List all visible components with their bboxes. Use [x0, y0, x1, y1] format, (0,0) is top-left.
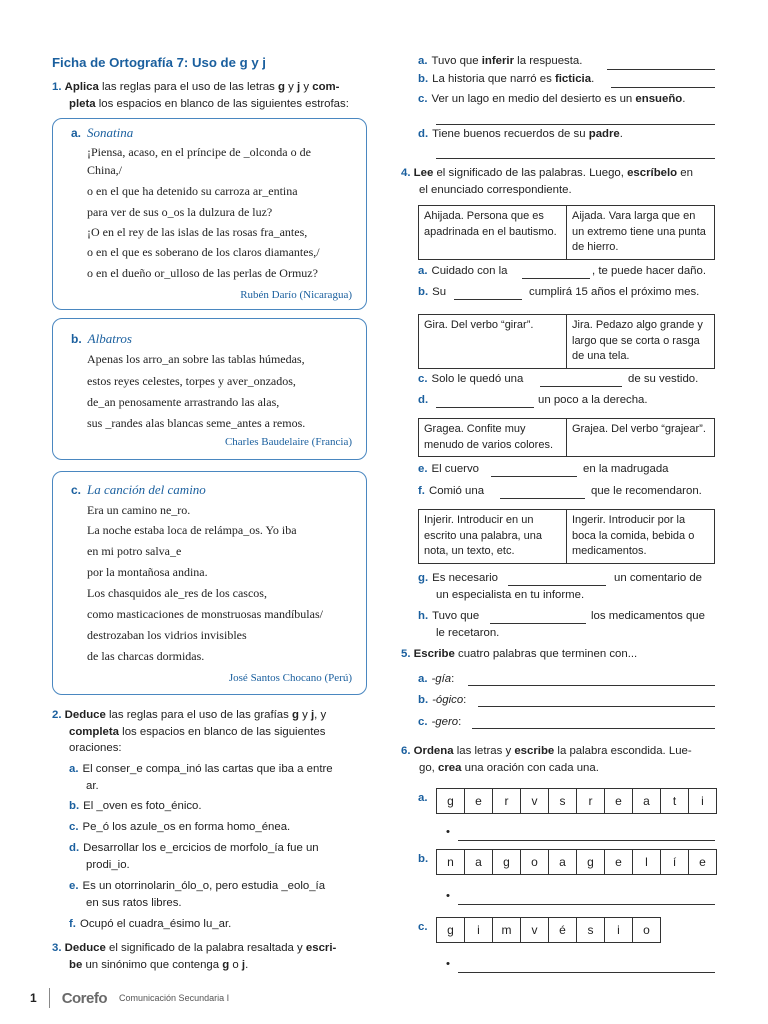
sheet-title: Ficha de Ortografía 7: Uso de g y j — [52, 55, 266, 70]
list-item: b. El _oven es foto_énico. — [69, 800, 202, 812]
letter-box: g — [577, 849, 605, 875]
poem-line: destrozaban los vidrios invisibles — [87, 628, 247, 642]
poem-author: José Santos Chocano (Perú) — [228, 672, 352, 684]
letter-box: e — [605, 849, 633, 875]
answer-blank[interactable] — [436, 112, 715, 125]
poem-line: como masticaciones de monstruosas mandíbulas/ — [87, 607, 323, 621]
list-item: a. Cuidado con la — [418, 265, 508, 277]
letter-box: s — [577, 917, 605, 943]
letter-box: e — [605, 788, 633, 814]
letter-box: i — [465, 917, 493, 943]
letter-box: e — [465, 788, 493, 814]
bullet: • — [446, 958, 450, 970]
list-item: d. — [418, 394, 429, 406]
letter-box: é — [549, 917, 577, 943]
poem-line: por la montañosa andina. — [87, 565, 208, 579]
letter-box: e — [689, 849, 717, 875]
letter-box: v — [521, 788, 549, 814]
letter-box: í — [661, 849, 689, 875]
footer-divider — [49, 988, 50, 1008]
answer-blank[interactable] — [490, 611, 586, 624]
answer-blank[interactable] — [458, 892, 715, 905]
question-3: 3. Deduce el significado de la palabra resaltada y escri- be un sinónimo que contenga g o j. — [52, 942, 337, 971]
definition-cell: Grajea. Del verbo “grajear”. — [567, 419, 715, 457]
question-6: 6. Ordena las letras y escribe la palabra escondida. Lue- go, crea una oración con cada una. — [401, 745, 692, 774]
poem-line: para ver de sus o_os la dulzura de luz? — [87, 205, 273, 219]
letter-box: v — [521, 917, 549, 943]
poem-line: La noche estaba loca de relámpa_os. Yo iba — [87, 523, 297, 537]
poem-title: Sonatina — [87, 125, 134, 140]
list-item: g. Es necesario — [418, 572, 498, 584]
list-item: h. Tuvo que — [418, 610, 480, 622]
list-item: e. El cuervo — [418, 463, 479, 475]
letter-box: a — [633, 788, 661, 814]
list-item: b. La historia que narró es ficticia. — [418, 73, 595, 85]
poem-author: Charles Baudelaire (Francia) — [224, 436, 352, 448]
letter-box: r — [577, 788, 605, 814]
list-item: f. Ocupó el cuadra_ésimo lu_ar. — [69, 918, 232, 930]
answer-blank[interactable] — [458, 960, 715, 973]
poem-box-cancion-del-camino: c. La canción del camino Era un camino ne_ro. La noche estaba loca de relámpa_os. Yo iba en mi potro salva_e por la montañosa andina. Los chasquidos ale_res de los cascos, como masticaciones de monstruosas mandíbulas/ destrozaban los vidrios invisibles de las charcas dormidas. José Santos Chocano (Perú) — [52, 471, 367, 695]
definition-cell: Jira. Pedazo algo grande y largo que se corta o rasga de una tela. — [567, 315, 715, 369]
letter-boxes — [436, 917, 661, 943]
poem-line: Apenas los arro_an sobre las tablas húmedas, — [87, 352, 305, 366]
definition-cell: Gira. Del verbo “girar”. — [419, 315, 567, 369]
row-letter: a. — [418, 792, 428, 804]
poem-title: La canción del camino — [87, 482, 206, 497]
question-number: 2. — [52, 709, 62, 721]
poem-box-albatros: b. Albatros Apenas los arro_an sobre las tablas húmedas, estos reyes celestes, torpes y aver_onzados, de_an penosamente arrastrando las alas, sus _randes alas blancas seme_antes a remos. Charles Baudelaire (Francia) — [52, 318, 367, 460]
answer-blank[interactable] — [458, 828, 715, 841]
row-letter: b. — [418, 853, 429, 865]
question-1: 1. Aplica las reglas para el uso de las letras g y j y com- pleta los espacios en blanco de las siguientes estrofas: — [52, 81, 349, 110]
letter-box: o — [521, 849, 549, 875]
letter-box: g — [436, 788, 465, 814]
question-2: 2. Deduce las reglas para el uso de las grafías g y j, y completa los espacios en blanco de las siguientes oraciones: — [52, 709, 327, 754]
poem-author: Rubén Darío (Nicaragua) — [240, 289, 352, 301]
letter-box: n — [436, 849, 465, 875]
list-item: c. Solo le quedó una — [418, 373, 524, 385]
letter-box: r — [493, 788, 521, 814]
answer-blank[interactable] — [454, 287, 522, 300]
poem-title: Albatros — [87, 331, 132, 346]
question-number: 6. — [401, 745, 411, 757]
question-5: 5. Escribe cuatro palabras que terminen con... — [401, 648, 638, 660]
letter-box: s — [549, 788, 577, 814]
definition-cell: Ingerir. Introducir por la boca la comida, bebida o medicamentos. — [567, 510, 715, 564]
poem-line: estos reyes celestes, torpes y aver_onzados, — [87, 374, 296, 388]
footer-subtitle: Comunicación Secundaria I — [119, 993, 230, 1003]
poem-line: ¡O en el rey de las islas de las rosas fra_antes, — [87, 225, 308, 239]
bullet: • — [446, 890, 450, 902]
list-item: c. Ver un lago en medio del desierto es un ensueño. — [418, 93, 686, 105]
answer-blank[interactable] — [540, 374, 622, 387]
list-item: b. -ógico: — [418, 694, 467, 706]
letter-box: i — [605, 917, 633, 943]
definition-cell: Aijada. Vara larga que en un extremo tiene una punta de hierro. — [567, 206, 715, 260]
answer-blank[interactable] — [611, 75, 715, 88]
letter-boxes — [436, 788, 717, 814]
question-number: 4. — [401, 167, 411, 179]
question-number: 1. — [52, 81, 62, 93]
poem-line: o en el que ha detenido su carroza ar_entina — [87, 184, 298, 198]
letter-box: a — [465, 849, 493, 875]
poem-line: Los chasquidos ale_res de los cascos, — [87, 586, 267, 600]
list-item: d. Desarrollar los e_ercicios de morfolo_ía fue un — [69, 842, 319, 854]
definition-cell: Gragea. Confite muy menudo de varios colores. — [419, 419, 567, 457]
list-item: a. El conser_e compa_inó las cartas que iba a entre — [69, 763, 333, 775]
definition-table — [418, 314, 715, 369]
list-item: a. Tuvo que inferir la respuesta. — [418, 55, 583, 67]
page-footer — [30, 988, 229, 1008]
answer-blank[interactable] — [491, 464, 577, 477]
bullet: • — [446, 826, 450, 838]
definition-table — [418, 205, 715, 260]
letter-box: i — [689, 788, 717, 814]
letter-box: t — [661, 788, 689, 814]
letter-box: m — [493, 917, 521, 943]
letter-box: l — [633, 849, 661, 875]
letter-box: o — [633, 917, 661, 943]
question-number: 5. — [401, 648, 411, 660]
definition-table — [418, 509, 715, 564]
list-item: c. Pe_ó los azule_os en forma homo_énea. — [69, 821, 291, 833]
poem-line: China,/ — [87, 163, 122, 177]
list-item: c. -gero: — [418, 716, 462, 728]
list-item: e. Es un otorrinolarin_ólo_o, pero estudia _eolo_ía — [69, 880, 326, 892]
letter-box: g — [493, 849, 521, 875]
answer-blank[interactable] — [522, 266, 590, 279]
row-letter: c. — [418, 921, 428, 933]
poem-line: o en el dueño or_ulloso de las perlas de Ormuz? — [87, 266, 318, 280]
answer-blank[interactable] — [607, 57, 715, 70]
letter-box: a — [549, 849, 577, 875]
brand-logo: Corefo — [61, 989, 108, 1007]
poem-line: de las charcas dormidas. — [87, 649, 205, 663]
answer-blank[interactable] — [468, 673, 715, 686]
poem-line: en mi potro salva_e — [87, 544, 182, 558]
poem-line: o en el que es soberano de los claros diamantes,/ — [87, 245, 320, 259]
definition-cell: Ahijada. Persona que es apadrinada en el bautismo. — [419, 206, 567, 260]
poem-line: sus _randes alas blancas seme_antes a remos. — [87, 416, 306, 430]
answer-blank[interactable] — [436, 395, 534, 408]
page-number: 1 — [30, 991, 37, 1005]
question-4: 4. Lee el significado de las palabras. Luego, escríbelo en el enunciado correspondiente. — [401, 167, 693, 196]
list-item: f. Comió una — [418, 485, 485, 497]
answer-blank[interactable] — [508, 573, 606, 586]
poem-line: de_an penosamente arrastrando las alas, — [87, 395, 280, 409]
answer-blank[interactable] — [478, 694, 715, 707]
definition-cell: Injerir. Introducir en un escrito una palabra, una nota, un texto, etc. — [419, 510, 567, 564]
question-number: 3. — [52, 942, 62, 954]
poem-line: ¡Piensa, acaso, en el príncipe de _olconda o de — [87, 145, 311, 159]
list-item: b. Su — [418, 286, 447, 298]
poem-line: Era un camino ne_ro. — [87, 503, 191, 517]
answer-blank[interactable] — [472, 716, 715, 729]
answer-blank[interactable] — [500, 486, 585, 499]
definition-table — [418, 418, 715, 457]
letter-box: g — [436, 917, 465, 943]
answer-blank[interactable] — [436, 146, 715, 159]
poem-box-sonatina: a. Sonatina ¡Piensa, acaso, en el príncipe de _olconda o de China,/ o en el que ha detenido su carroza ar_entina para ver de sus o_os la dulzura de luz? ¡O en el rey de las islas de las rosas fra_antes, o en el que es soberano de los claros diamantes,/ o en el dueño or_ulloso de las perlas de Ormuz? Rubén Darío (Nicaragua) — [52, 118, 367, 310]
list-item: a. -gía: — [418, 673, 455, 685]
list-item: d. Tiene buenos recuerdos de su padre. — [418, 128, 623, 140]
letter-boxes — [436, 849, 717, 875]
